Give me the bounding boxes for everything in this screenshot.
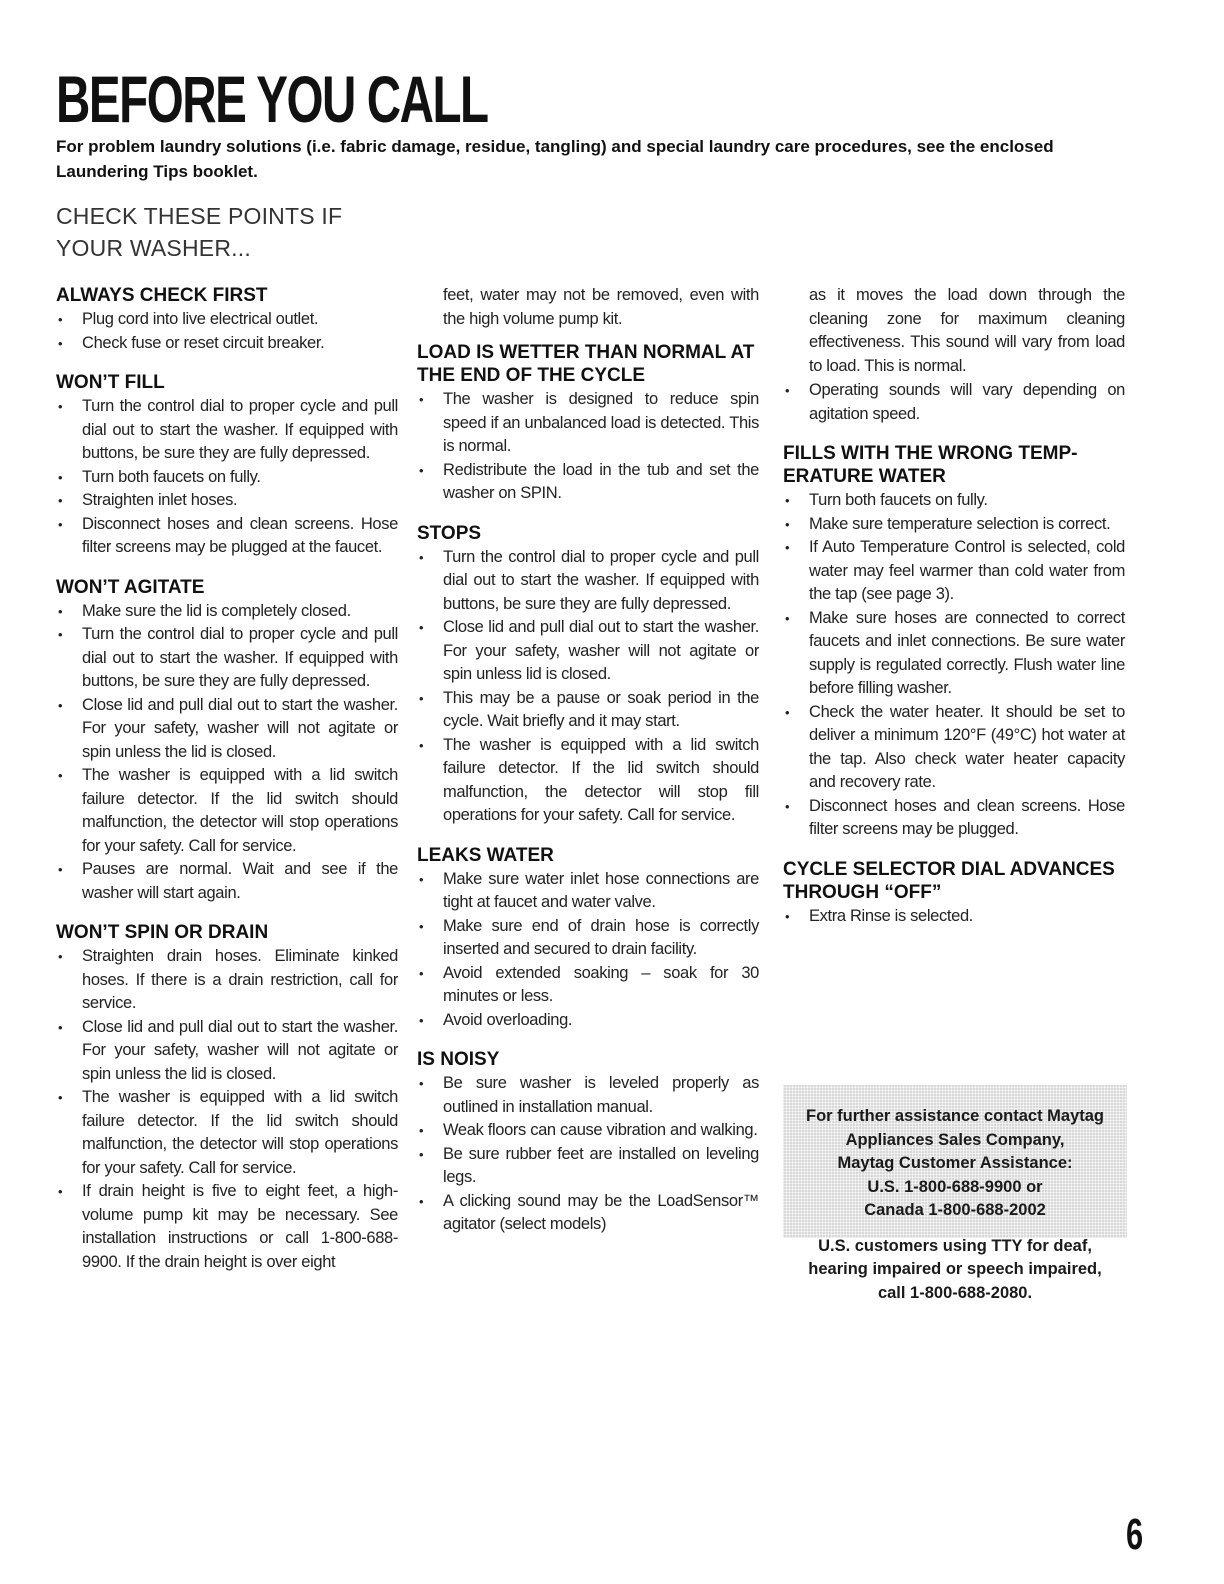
list-item: • Close lid and pull dial out to start the washer. For your safety, washer will not agitate or spin unless the lid is closed.	[56, 1016, 398, 1087]
list-item: • Check fuse or reset circuit breaker.	[56, 332, 398, 356]
list-item: • Turn the control dial to proper cycle and pull dial out to start the washer. If equipped with buttons, be sure they are fully depressed.	[56, 395, 398, 466]
list-item: • Pauses are normal. Wait and see if the washer will start again.	[56, 858, 398, 905]
list-item: • Disconnect hoses and clean screens. Hose filter screens may be plugged.	[783, 795, 1125, 842]
bullet-list	[56, 395, 398, 560]
section-leaks-water	[417, 844, 759, 1033]
page-title: BEFORE YOU CALL	[56, 62, 488, 136]
bullet-list	[783, 379, 1125, 426]
section-heading: FILLS WITH THE WRONG TEMP-ERATURE WATER	[783, 443, 1078, 487]
bullet-list	[783, 905, 1125, 929]
subtitle-line-1: CHECK THESE POINTS IF	[56, 203, 343, 229]
assistance-line: U.S. customers using TTY for deaf,	[818, 1236, 1092, 1255]
list-item: • Close lid and pull dial out to start the washer. For your safety, washer will not agitate or spin unless the lid is closed.	[56, 694, 398, 765]
column-3	[783, 284, 1125, 944]
spacer	[783, 1223, 1127, 1235]
list-item: • The washer is designed to reduce spin speed if an unbalanced load is detected. This is normal.	[417, 388, 759, 459]
list-item: • Turn the control dial to proper cycle and pull dial out to start the washer. If equipped with buttons, be sure they are fully depressed.	[417, 546, 759, 617]
list-item: • Avoid extended soaking – soak for 30 minutes or less.	[417, 962, 759, 1009]
list-item: • Plug cord into live electrical outlet.	[56, 308, 398, 332]
list-item: • If drain height is five to eight feet, a high-volume pump kit may be necessary. See installation instructions or call 1-800-688-9900. If the drain height is over eight	[56, 1180, 398, 1274]
list-item: • Disconnect hoses and clean screens. Hose filter screens may be plugged at the faucet.	[56, 513, 398, 560]
section-wont-agitate	[56, 576, 398, 906]
bullet-list	[417, 1072, 759, 1237]
section-stops	[417, 522, 759, 828]
section-heading: IS NOISY	[417, 1049, 500, 1070]
list-item: • Be sure rubber feet are installed on leveling legs.	[417, 1143, 759, 1190]
section-wont-spin-or-drain	[56, 921, 398, 1274]
section-is-noisy-continued	[783, 284, 1125, 426]
assistance-line: Appliances Sales Company,	[845, 1130, 1065, 1149]
section-wont-fill	[56, 371, 398, 560]
page-number: 6	[1126, 1510, 1144, 1559]
assistance-line: For further assistance contact Maytag	[806, 1107, 1104, 1125]
list-item: • This may be a pause or soak period in the cycle. Wait briefly and it may start.	[417, 687, 759, 734]
section-is-noisy	[417, 1048, 759, 1237]
assistance-line: hearing impaired or speech impaired,	[808, 1260, 1102, 1278]
list-item: • Avoid overloading.	[417, 1009, 759, 1033]
subtitle	[56, 200, 342, 264]
continued-text: as it moves the load down through the cleaning zone for maximum cleaning effectiveness. This sound will vary from load to load. This is normal.	[809, 286, 1125, 375]
assistance-line: U.S. 1-800-688-9900 or	[867, 1177, 1043, 1196]
intro-text: For problem laundry solutions (i.e. fabric damage, residue, tangling) and special laundry care procedures, see the enclosed Laundering Tips booklet.	[56, 137, 1054, 181]
bullet-list	[56, 945, 398, 1274]
section-cycle-selector	[783, 858, 1125, 929]
subtitle-line-2: YOUR WASHER...	[56, 235, 251, 261]
column-2	[417, 284, 759, 1253]
list-item: • Weak floors can cause vibration and walking.	[417, 1119, 759, 1143]
list-item: • Turn both faucets on fully.	[783, 489, 1125, 513]
section-wrong-temperature	[783, 442, 1125, 842]
list-item: • Make sure the lid is completely closed.	[56, 600, 398, 624]
list-item: • Check the water heater. It should be set to deliver a minimum 120°F (49°C) hot water at the tap. Also check water heater capacity and recovery rate.	[783, 701, 1125, 795]
list-item: • If Auto Temperature Control is selected, cold water may feel warmer than cold water from the tap (see page 3).	[783, 536, 1125, 607]
list-item: • Operating sounds will vary depending on agitation speed.	[783, 379, 1125, 426]
section-heading: ALWAYS CHECK FIRST	[56, 285, 268, 306]
section-heading: STOPS	[417, 522, 482, 544]
section-heading: CYCLE SELECTOR DIAL ADVANCES THROUGH “OFF”	[783, 858, 1115, 903]
section-heading: WON’T AGITATE	[56, 576, 205, 598]
bullet-list	[56, 600, 398, 906]
section-heading: LOAD IS WETTER THAN NORMAL AT THE END OF THE CYCLE	[417, 342, 755, 386]
list-item: • Redistribute the load in the tub and set the washer on SPIN.	[417, 459, 759, 506]
list-item: • The washer is equipped with a lid switch failure detector. If the lid switch should malfunction, the detector will stop operations for your safety. Call for service.	[56, 1086, 398, 1180]
list-item: • The washer is equipped with a lid switch failure detector. If the lid switch should malfunction, the detector will stop operations for your safety. Call for service.	[56, 764, 398, 858]
list-item: • Straighten inlet hoses.	[56, 489, 398, 513]
list-item: • Turn both faucets on fully.	[56, 466, 398, 490]
assistance-line: Maytag Customer Assistance:	[837, 1154, 1073, 1172]
section-always-check-first	[56, 284, 398, 355]
list-item: • Close lid and pull dial out to start the washer. For your safety, washer will not agitate or spin unless lid is closed.	[417, 616, 759, 687]
list-item: • Make sure end of drain hose is correctly inserted and secured to drain facility.	[417, 915, 759, 962]
list-item: • The washer is equipped with a lid switch failure detector. If the lid switch should malfunction, the detector will stop fill operations for your safety. Call for service.	[417, 734, 759, 828]
column-1	[56, 284, 398, 1290]
section-heading: WON’T SPIN OR DRAIN	[56, 922, 269, 943]
assistance-line: call 1-800-688-2080.	[877, 1283, 1033, 1302]
section-load-wetter	[417, 341, 759, 506]
list-item: • Make sure water inlet hose connections are tight at faucet and water valve.	[417, 868, 759, 915]
list-item: • Extra Rinse is selected.	[783, 905, 1125, 929]
bullet-list	[56, 308, 398, 355]
list-item: • Turn the control dial to proper cycle and pull dial out to start the washer. If equipped with buttons, be sure they are fully depressed.	[56, 623, 398, 694]
bullet-list	[783, 489, 1125, 842]
list-item: • Make sure hoses are connected to correct faucets and inlet connections. Be sure water supply is regulated correctly. Flush water line before filling washer.	[783, 607, 1125, 701]
continued-text: feet, water may not be removed, even with the high volume pump kit.	[443, 286, 759, 328]
list-item: • Straighten drain hoses. Eliminate kinked hoses. If there is a drain restriction, call for service.	[56, 945, 398, 1016]
bullet-list	[417, 868, 759, 1033]
section-heading: LEAKS WATER	[417, 844, 554, 866]
list-item: • Make sure temperature selection is correct.	[783, 513, 1125, 537]
list-item: • A clicking sound may be the LoadSensor™ agitator (select models)	[417, 1190, 759, 1237]
assistance-box	[783, 1085, 1127, 1302]
assistance-line: Canada 1-800-688-2002	[864, 1201, 1046, 1219]
bullet-list	[417, 546, 759, 828]
section-heading: WON’T FILL	[56, 372, 165, 393]
list-item: • Be sure washer is leveled properly as outlined in installation manual.	[417, 1072, 759, 1119]
bullet-list	[417, 388, 759, 506]
